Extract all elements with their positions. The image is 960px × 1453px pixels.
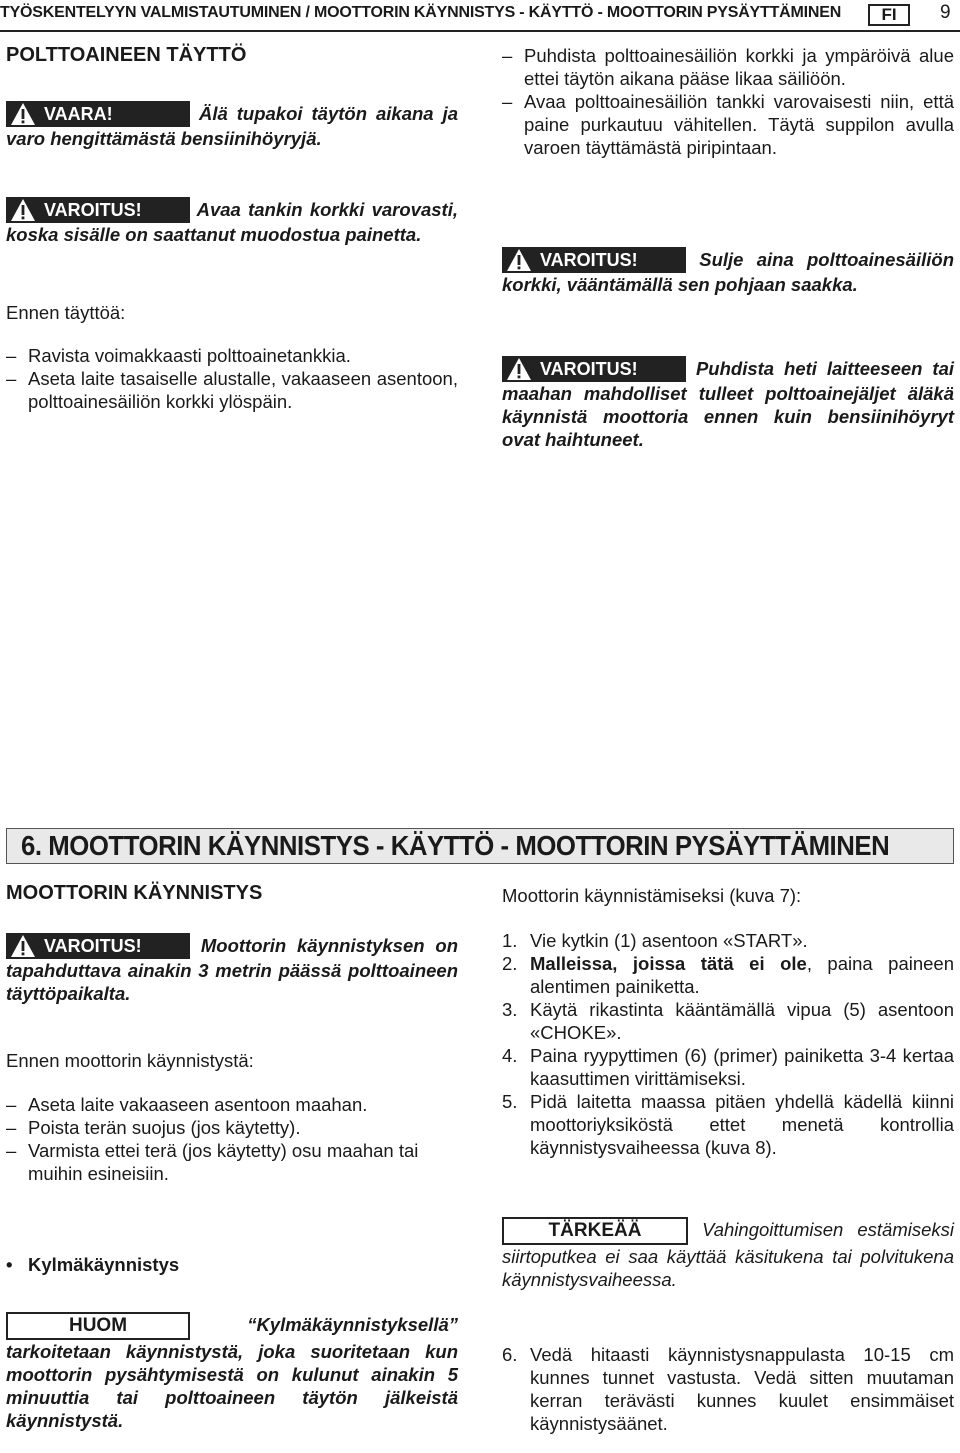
fuel-right-column xyxy=(502,44,954,451)
warning-triangle-icon xyxy=(10,934,36,958)
list-item: 3. Käytä rikastinta kääntämällä vipua (5) asentoon «CHOKE». xyxy=(502,999,954,1043)
warning-triangle-icon xyxy=(506,248,532,272)
fuel-heading: POLTTOAINEEN TÄYTTÖ xyxy=(6,44,247,66)
language-badge: FI xyxy=(868,4,910,26)
start-warning-notice xyxy=(6,933,458,1005)
cold-start-item xyxy=(6,1253,458,1276)
note-notice xyxy=(6,1312,458,1432)
list-item: – Puhdista polttoainesäiliön korkki ja ympäröivä alue ettei täytön aikana pääse likaa säiliöön. xyxy=(502,44,954,90)
list-item: 6. Vedä hitaasti käynnistysnappulasta 10-15 cm kunnes tunnet vastusta. Vedä sitten muutaman kerran terävästi kunnes kuulet ensimmäiset käynnistysäänet. xyxy=(502,1344,954,1434)
list-item: 2. Malleissa, joissa tätä ei ole, paina paineen alentimen painiketta. xyxy=(502,953,955,997)
warning1-text: Avaa tankin korkki varovasti, koska sisälle on saattanut muodostua painetta. xyxy=(6,199,458,245)
warning2-badge xyxy=(502,247,686,273)
warning3-notice xyxy=(502,356,954,451)
list-item: – Ravista voimakkaasti polttoainetankkia. xyxy=(6,344,458,367)
danger-notice xyxy=(6,101,458,150)
bullet-icon: • xyxy=(6,1254,13,1275)
list-item: 5. Pidä laitetta maassa pitäen yhdellä kädellä kiinni moottoriyksiköstä ettet menetä kontrollia käynnistysvaiheessa (kuva 8). xyxy=(502,1091,954,1158)
before-start-heading: Ennen moottorin käynnistystä: xyxy=(6,1050,254,1071)
important-notice xyxy=(502,1217,954,1291)
list-item: – Aseta laite vakaaseen asentoon maahan. xyxy=(6,1093,458,1116)
warning3-label: VAROITUS! xyxy=(540,359,638,379)
note-badge: HUOM xyxy=(6,1312,190,1340)
danger-label: VAARA! xyxy=(44,104,113,124)
start-right-column xyxy=(502,884,954,1435)
important-badge: TÄRKEÄÄ xyxy=(502,1217,688,1245)
warning2-notice xyxy=(502,247,954,296)
procedure-steps xyxy=(502,929,954,1159)
warning1-badge xyxy=(6,197,190,223)
fuel-left-column xyxy=(6,44,458,413)
cold-start-label: Kylmäkäynnistys xyxy=(28,1254,180,1275)
warning-triangle-icon xyxy=(10,102,36,126)
warning1-notice xyxy=(6,197,458,246)
page-header xyxy=(0,0,960,32)
start-warning-label: VAROITUS! xyxy=(44,936,142,956)
procedure-heading: Moottorin käynnistämiseksi (kuva 7): xyxy=(502,885,802,906)
section-title-bar xyxy=(6,828,954,864)
list-item: – Aseta laite tasaiselle alustalle, vakaaseen asentoon, polttoainesäiliön korkki ylöspäin. xyxy=(6,367,458,413)
page-number: 9 xyxy=(940,2,951,23)
before-start-list xyxy=(6,1093,458,1185)
note-text: “Kylmäkäynnistyksellä” tarkoitetaan käynnistystä, joka suoritetaan kun moottorin pysähtymisestä on kulunut ainakin 5 minuuttia tai polttoaineen täytön jälkeistä käynnistystä. xyxy=(6,1314,458,1431)
list-item: – Varmista ettei terä (jos käytetty) osu maahan tai muihin esineisiin. xyxy=(6,1139,458,1185)
before-fill-list xyxy=(6,344,458,413)
warning1-label: VAROITUS! xyxy=(44,200,142,220)
warning-triangle-icon xyxy=(10,198,36,222)
before-fill-heading: Ennen täyttöä: xyxy=(6,302,126,323)
header-title: TYÖSKENTELYYN VALMISTAUTUMINEN / MOOTTORIN KÄYNNISTYS - KÄYTTÖ - MOOTTORIN PYSÄYTTÄMINEN xyxy=(0,4,842,21)
warning-triangle-icon xyxy=(506,357,532,381)
list-item: 4. Paina ryypyttimen (6) (primer) painiketta 3-4 kertaa kaasuttimen virittämiseksi. xyxy=(502,1045,954,1089)
start-warning-badge xyxy=(6,933,190,959)
start-left-column xyxy=(6,882,458,1432)
section-title: 6. MOOTTORIN KÄYNNISTYS - KÄYTTÖ - MOOTTORIN PYSÄYTTÄMINEN xyxy=(21,830,890,861)
list-item: 1. Vie kytkin (1) asentoon «START». xyxy=(502,930,808,951)
warning3-text: Puhdista heti laitteeseen tai maahan mahdolliset tulleet polttoainejäljet äläkä käynnistä moottoria ennen kuin bensiinihöyryt ovat haihtuneet. xyxy=(502,358,955,450)
danger-badge xyxy=(6,101,190,127)
warning2-label: VAROITUS! xyxy=(540,250,638,270)
important-text: Vahingoittumisen estämiseksi siirtoputkea ei saa käyttää käsitukena tai polvitukena käynnistysvaiheessa. xyxy=(502,1219,954,1290)
fuel-steps-list xyxy=(502,44,954,159)
list-item: – Poista terän suojus (jos käytetty). xyxy=(6,1116,458,1139)
danger-text: Älä tupakoi täytön aikana ja varo hengittämästä bensiinihöyryjä. xyxy=(6,103,458,149)
list-item: – Avaa polttoainesäiliön tankki varovaisesti niin, että paine purkautuu vähitellen. Täytä suppilon avulla varoen täyttämästä piripintaan. xyxy=(502,90,954,159)
procedure-step-6 xyxy=(502,1343,954,1435)
start-warning-text: Moottorin käynnistyksen on tapahduttava ainakin 3 metrin päässä polttoaineen täyttöpaikalta. xyxy=(6,935,459,1004)
warning2-text: Sulje aina polttoainesäiliön korkki, vääntämällä sen pohjaan saakka. xyxy=(502,249,954,295)
start-heading: MOOTTORIN KÄYNNISTYS xyxy=(6,882,263,904)
warning3-badge xyxy=(502,356,686,382)
